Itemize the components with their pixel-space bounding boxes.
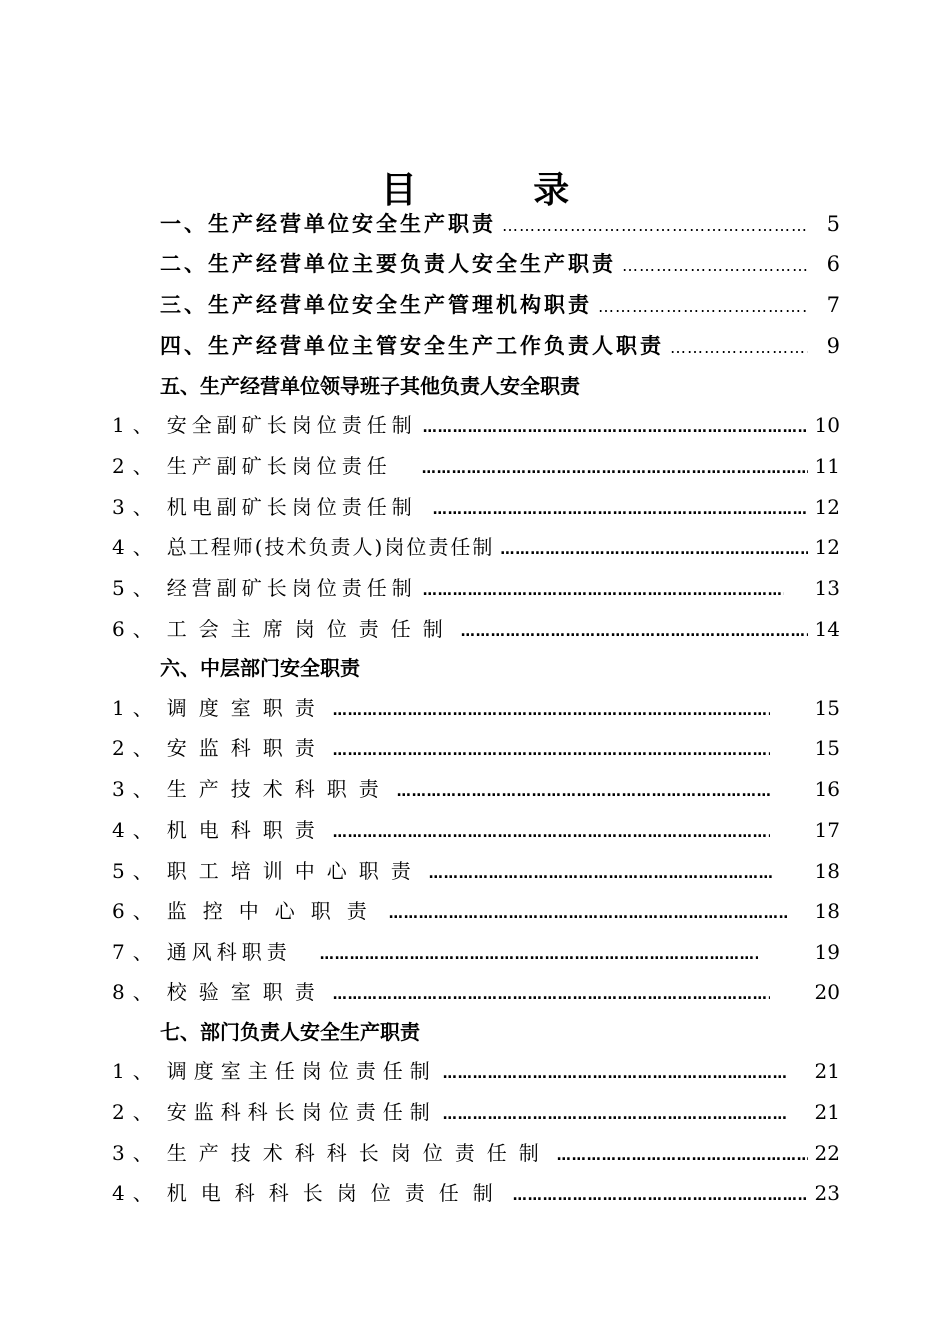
toc-entry[interactable]	[160, 326, 840, 366]
toc-entry-page: 22	[814, 1141, 840, 1165]
toc-entry-label: 总工程师(技术负责人)岗位责任制	[166, 535, 495, 559]
toc-leader-dots	[513, 1176, 808, 1213]
toc-entry-label: 调度室职责	[166, 696, 327, 720]
toc-entry-number: 8、	[112, 980, 161, 1004]
toc-entry-page: 23	[814, 1181, 840, 1205]
toc-leader-dots	[333, 731, 770, 768]
toc-entry-page: 15	[814, 696, 840, 720]
toc-entry-number: 1、	[112, 1059, 161, 1083]
toc-entry[interactable]	[160, 285, 840, 325]
toc-leader-dots	[557, 1136, 808, 1173]
toc-entry-page: 7	[826, 293, 840, 317]
toc-entry-page: 14	[814, 617, 840, 641]
toc-entry-number: 5、	[112, 859, 161, 883]
toc-entry-label: 二、生产经营单位主要负责人安全生产职责	[160, 251, 616, 276]
toc-leader-dots	[500, 530, 808, 567]
toc-leader-dots	[333, 975, 770, 1012]
toc-leader-dots	[598, 287, 808, 325]
toc-entry-page: 17	[814, 818, 840, 842]
toc-leader-dots	[320, 935, 758, 972]
toc-entry-page: 20	[814, 980, 840, 1004]
toc-entry-label: 生产副矿长岗位责任	[166, 454, 392, 478]
toc-entry-page: 15	[814, 736, 840, 760]
toc-entry-label: 四、生产经营单位主管安全生产工作负责人职责	[160, 333, 664, 358]
toc-entry[interactable]	[112, 688, 840, 728]
toc-entry-page: 19	[814, 940, 840, 964]
toc-leader-dots	[443, 1054, 788, 1091]
page-title: 目 录	[380, 170, 622, 211]
toc-entry-number: 3、	[112, 495, 161, 519]
toc-entry[interactable]	[112, 851, 840, 891]
toc-entry-label: 安监科职责	[166, 736, 327, 760]
toc-entry-number: 1、	[112, 413, 161, 437]
section-heading-text: 六、中层部门安全职责	[160, 656, 360, 680]
toc-entry-page: 13	[814, 576, 840, 600]
toc-entry-number: 4、	[112, 1181, 161, 1205]
toc-entry-page: 6	[826, 252, 840, 276]
toc-leader-dots	[333, 813, 770, 850]
toc-entry-label: 安全副矿长岗位责任制	[166, 413, 417, 437]
toc-leader-dots	[622, 246, 808, 284]
toc-entry[interactable]	[112, 609, 840, 649]
toc-entry[interactable]	[112, 1051, 840, 1091]
toc-entry-label: 机电科科长岗位责任制	[166, 1181, 507, 1205]
toc-entry[interactable]	[112, 568, 840, 608]
toc-entry-label: 调度室主任岗位责任制	[166, 1059, 437, 1083]
toc-leader-dots	[429, 854, 774, 891]
toc-entry-label: 经营副矿长岗位责任制	[166, 576, 417, 600]
toc-entry[interactable]	[112, 487, 840, 527]
toc-entry-page: 12	[814, 495, 840, 519]
toc-entry-label: 三、生产经营单位安全生产管理机构职责	[160, 292, 592, 317]
toc-leader-dots	[333, 691, 770, 728]
toc-entry-label: 机电科职责	[166, 818, 327, 842]
toc-leader-dots	[423, 408, 808, 445]
toc-entry[interactable]	[112, 728, 840, 768]
toc-entry-page: 9	[826, 334, 840, 358]
toc-entry-number: 2、	[112, 454, 161, 478]
toc-entry-number: 6、	[112, 617, 161, 641]
toc-entry-number: 6、	[112, 899, 161, 923]
toc-entry-label: 生产技术科科长岗位责任制	[166, 1141, 551, 1165]
section-heading-text: 五、生产经营单位领导班子其他负责人安全职责	[160, 374, 580, 398]
toc-entry-page: 11	[814, 454, 840, 478]
toc-entry[interactable]	[112, 1173, 840, 1213]
toc-entry[interactable]	[112, 972, 840, 1012]
toc-entry-number: 5、	[112, 576, 161, 600]
toc-entry-number: 7、	[112, 940, 161, 964]
toc-entry[interactable]	[160, 244, 840, 284]
toc-entry-label: 一、生产经营单位安全生产职责	[160, 211, 496, 236]
toc-entry-number: 2、	[112, 1100, 161, 1124]
toc-entry[interactable]	[160, 204, 840, 244]
toc-entry[interactable]	[112, 810, 840, 850]
toc-entry-page: 21	[814, 1059, 840, 1083]
section-heading-text: 七、部门负责人安全生产职责	[160, 1020, 420, 1044]
toc-entry-page: 21	[814, 1100, 840, 1124]
toc-entry-label: 机电副矿长岗位责任制	[166, 495, 417, 519]
toc-entry[interactable]	[112, 527, 840, 567]
toc-entry-number: 4、	[112, 818, 161, 842]
toc-entry-label: 监控中心职责	[166, 899, 383, 923]
toc-leader-dots	[461, 612, 808, 649]
toc-section-heading[interactable]	[160, 648, 840, 688]
toc-entry-number: 1、	[112, 696, 161, 720]
toc-entry-label: 生产技术科职责	[166, 777, 391, 801]
toc-entry-page: 16	[814, 777, 840, 801]
toc-leader-dots	[502, 206, 808, 244]
toc-leader-dots	[433, 490, 808, 527]
toc-entry-number: 2、	[112, 736, 161, 760]
toc-entry-label: 通风科职责	[166, 940, 292, 964]
toc-entry-number: 3、	[112, 1141, 161, 1165]
toc-entry[interactable]	[112, 405, 840, 445]
toc-entry[interactable]	[112, 1092, 840, 1132]
toc-entry-page: 12	[814, 535, 840, 559]
toc-entry-number: 4、	[112, 535, 161, 559]
toc-leader-dots	[397, 772, 770, 809]
toc-section-heading[interactable]	[160, 1012, 840, 1052]
toc-section-heading[interactable]	[160, 366, 840, 406]
toc-leader-dots	[422, 449, 808, 486]
toc-leader-dots	[389, 894, 788, 931]
toc-entry-page: 10	[814, 413, 840, 437]
toc-entry[interactable]	[112, 932, 840, 972]
toc-entry[interactable]	[112, 769, 840, 809]
toc-entry[interactable]	[112, 891, 840, 931]
toc-entry-label: 安监科科长岗位责任制	[166, 1100, 437, 1124]
toc-entry-page: 18	[814, 899, 840, 923]
toc-entry-label: 校验室职责	[166, 980, 327, 1004]
toc-leader-dots	[423, 571, 784, 608]
toc-entry-page: 18	[814, 859, 840, 883]
toc-entry-number: 3、	[112, 777, 161, 801]
toc-entry[interactable]	[112, 1133, 840, 1173]
toc-entry-page: 5	[826, 212, 840, 236]
toc-entry-label: 职工培训中心职责	[166, 859, 423, 883]
toc-leader-dots	[670, 328, 808, 366]
toc-leader-dots	[443, 1095, 788, 1132]
toc-entry-label: 工会主席岗位责任制	[166, 617, 455, 641]
toc-entry[interactable]	[112, 446, 840, 486]
